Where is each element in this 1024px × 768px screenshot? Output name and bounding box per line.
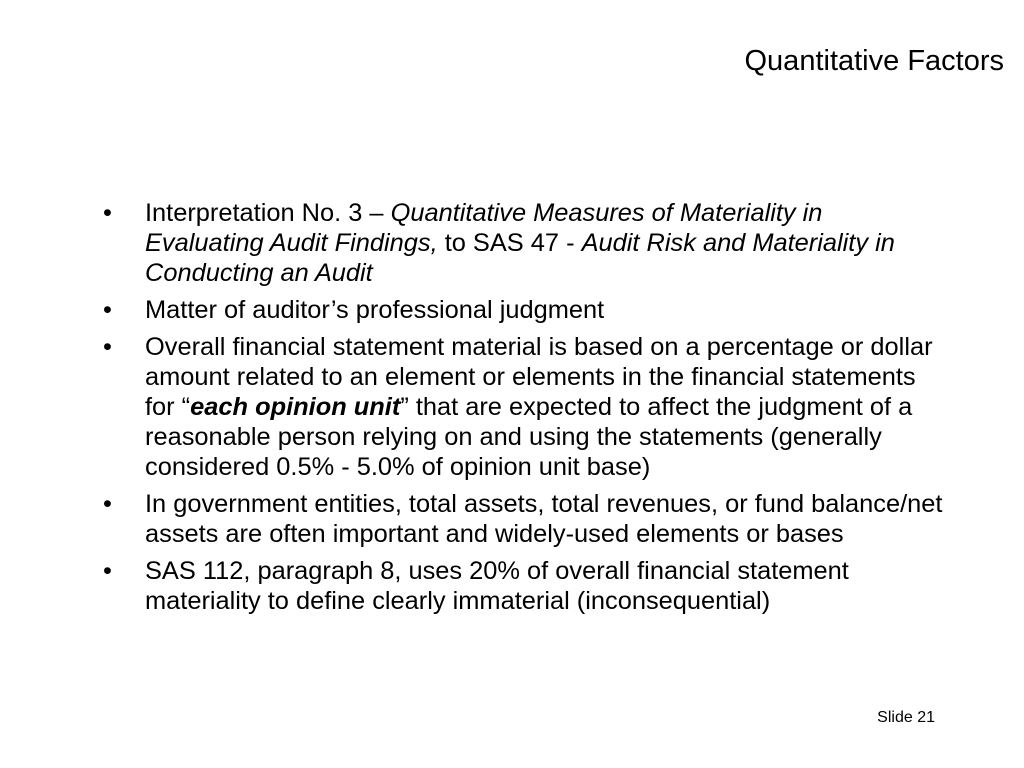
bullet-text: Matter of auditor’s professional judgment — [145, 296, 605, 324]
bullet-icon: • — [103, 490, 112, 518]
bullet-text: Interpretation No. 3 – Quantitative Measures of Materiality in Evaluating Audit Findings, to SAS 47 - Audit Risk and Materiality in Conducting an Audit — [145, 199, 895, 287]
bullet-item-judgment — [103, 295, 945, 325]
bullet-item-interpretation — [103, 198, 945, 288]
bullet-text: SAS 112, paragraph 8, uses 20% of overall financial statement materiality to define clearly immaterial (inconsequential) — [145, 557, 849, 615]
bullet-icon: • — [103, 199, 112, 227]
bullet-text: Overall financial statement material is based on a percentage or dollar amount related to an element or elements in the financial statements for “each opinion unit” that are expected to affect the judgment of a reasonable person relying on and using the statements (generally considered 0.5% - 5.0% of opinion unit base) — [145, 333, 933, 481]
bullet-text: In government entities, total assets, total revenues, or fund balance/net assets are often important and widely-used elements or bases — [145, 490, 943, 548]
bullet-icon: • — [103, 333, 112, 361]
bullet-item-government-entities — [103, 489, 945, 549]
bullet-item-overall-materiality — [103, 332, 945, 482]
slide-title: Quantitative Factors — [744, 45, 1004, 77]
bullet-icon: • — [103, 557, 112, 585]
slide-number: Slide 21 — [877, 709, 935, 726]
bullet-item-sas-112 — [103, 556, 945, 616]
bullet-list — [103, 198, 945, 623]
bullet-icon: • — [103, 296, 112, 324]
